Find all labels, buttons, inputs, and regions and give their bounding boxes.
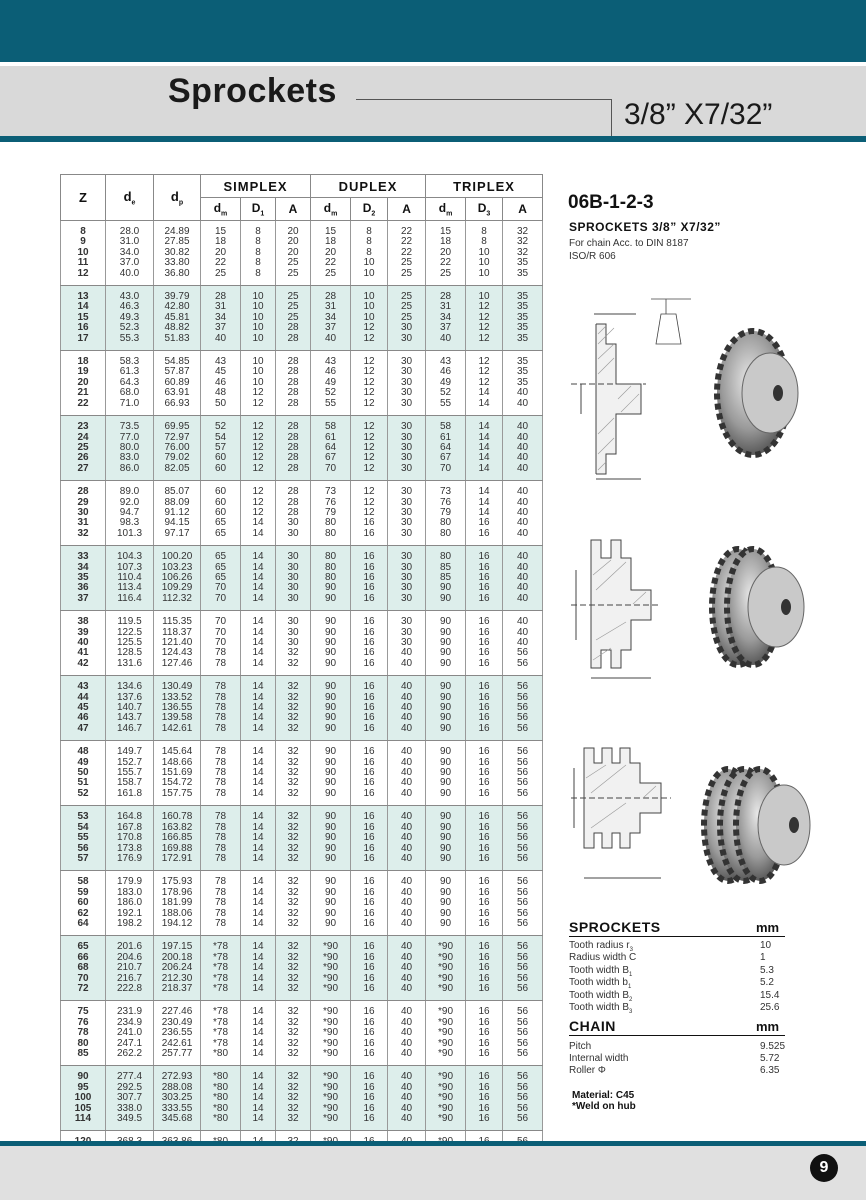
cell-simplex-d1: 14 14 14 14 14 <box>241 806 276 871</box>
cell-triplex-a: 56 56 56 56 56 <box>503 1066 543 1131</box>
cell-duplex-d2: 10 10 10 12 12 <box>351 286 388 351</box>
property-label-sub: 3 <box>629 1009 633 1015</box>
cell-simplex-d1: 14 14 14 14 14 <box>241 871 276 936</box>
cell-duplex-d2: 16 16 16 16 16 <box>351 936 388 1001</box>
chain-section-rule <box>569 1035 785 1036</box>
table-row-group <box>61 221 543 286</box>
property-value: 9.525 <box>760 1041 786 1052</box>
cell-triplex-dm: 90 90 90 90 90 <box>426 611 466 676</box>
cell-de: 104.3 107.3 110.4 113.4 116.4 <box>106 546 154 611</box>
cell-z: 53 54 55 56 57 <box>61 806 106 871</box>
cell-triplex-a: 40 40 40 40 40 <box>503 546 543 611</box>
page-number: 9 <box>810 1154 838 1182</box>
cell-duplex-d2: 16 16 16 16 16 <box>351 1001 388 1066</box>
cell-triplex-dm: 80 85 85 90 90 <box>426 546 466 611</box>
property-value: 5.72 <box>760 1053 780 1064</box>
cell-z: 43 44 45 46 47 <box>61 676 106 741</box>
property-value: 5.2 <box>760 977 774 989</box>
cell-duplex-a: 25 25 25 30 30 <box>388 286 426 351</box>
cell-de: 164.8 167.8 170.8 173.8 176.9 <box>106 806 154 871</box>
cell-simplex-d1: 8 8 8 8 8 <box>241 221 276 286</box>
cell-simplex-d1: 12 12 12 12 12 <box>241 416 276 481</box>
property-label-text: Radius width C <box>569 952 637 964</box>
cell-de: 179.9 183.0 186.0 192.1 198.2 <box>106 871 154 936</box>
footer-band <box>0 1146 866 1200</box>
cell-dp: 39.79 42.80 45.81 48.82 51.83 <box>154 286 201 351</box>
product-code: 06B-1-2-3 <box>568 192 654 213</box>
cell-duplex-dm: *90 *90 *90 *90 *90 <box>311 1066 351 1131</box>
table-row-group <box>61 286 543 351</box>
cell-duplex-a: 40 40 40 40 40 <box>388 936 426 1001</box>
cell-duplex-d2: 16 16 16 16 16 <box>351 546 388 611</box>
cell-duplex-d2: 16 16 16 16 16 <box>351 1066 388 1131</box>
cell-simplex-dm: 28 31 34 37 40 <box>201 286 241 351</box>
table-row-group <box>61 416 543 481</box>
cell-de: 89.0 92.0 94.7 98.3 101.3 <box>106 481 154 546</box>
cell-duplex-a: 40 40 40 40 40 <box>388 871 426 936</box>
cell-duplex-d2: 8 8 8 10 10 <box>351 221 388 286</box>
table-row-group <box>61 936 543 1001</box>
cell-z: 48 49 50 51 52 <box>61 741 106 806</box>
cell-dp: 85.07 88.09 91.12 94.15 97.17 <box>154 481 201 546</box>
weld-note: *Weld on hub <box>572 1101 636 1112</box>
cell-triplex-a: 56 56 56 56 56 <box>503 936 543 1001</box>
property-value: 5.3 <box>760 964 774 976</box>
cell-duplex-dm: *90 *90 *90 *90 *90 <box>311 936 351 1001</box>
cell-simplex-dm: *80 *80 *80 *80 *80 <box>201 1066 241 1131</box>
cell-duplex-a: 22 22 22 25 25 <box>388 221 426 286</box>
cell-triplex-dm: 58 61 64 67 70 <box>426 416 466 481</box>
property-label <box>569 965 632 978</box>
property-label: Roller Φ <box>569 1065 606 1076</box>
cell-triplex-dm: 15 18 20 22 25 <box>426 221 466 286</box>
cell-simplex-a: 28 28 28 28 28 <box>276 351 311 416</box>
simplex-section-drawing <box>566 284 706 484</box>
duplex-d2-header: $D_2$ <box>351 198 388 221</box>
table-row-group <box>61 481 543 546</box>
property-value: 15.4 <box>760 989 780 1001</box>
cell-duplex-d2: 12 12 12 16 16 <box>351 481 388 546</box>
chain-property-row <box>569 1053 785 1065</box>
cell-dp: 24.89 27.85 30.82 33.80 36.80 <box>154 221 201 286</box>
cell-triplex-d3: 16 16 16 16 16 <box>466 936 503 1001</box>
title-rule <box>356 99 611 100</box>
cell-triplex-dm: 90 90 90 90 90 <box>426 806 466 871</box>
cell-simplex-dm: 43 45 46 48 50 <box>201 351 241 416</box>
cell-dp: 145.64 148.66 151.69 154.72 157.75 <box>154 741 201 806</box>
cell-simplex-a: 32 32 32 32 32 <box>276 871 311 936</box>
duplex-section-drawing <box>566 530 706 690</box>
cell-triplex-d3: 16 16 16 16 16 <box>466 1001 503 1066</box>
cell-triplex-a: 56 56 56 56 56 <box>503 741 543 806</box>
cell-duplex-dm: *90 *90 *90 *90 *90 <box>311 1001 351 1066</box>
cell-simplex-dm: 65 65 65 70 70 <box>201 546 241 611</box>
property-label-text: Tooth radius r <box>569 940 630 951</box>
cell-triplex-d3: 10 12 12 12 12 <box>466 286 503 351</box>
standard-note: For chain Acc. to DIN 8187 <box>569 238 689 249</box>
cell-duplex-a: 30 30 30 30 30 <box>388 351 426 416</box>
cell-z: 18 19 20 21 22 <box>61 351 106 416</box>
cell-simplex-a: 28 28 28 30 30 <box>276 481 311 546</box>
col-dp-header: $d_p$ <box>154 175 201 221</box>
cell-simplex-a: 32 32 32 32 32 <box>276 806 311 871</box>
cell-de: 134.6 137.6 140.7 143.7 146.7 <box>106 676 154 741</box>
cell-triplex-d3: 12 12 12 14 14 <box>466 351 503 416</box>
cell-duplex-dm: 73 76 79 80 80 <box>311 481 351 546</box>
cell-simplex-a: 32 32 32 32 32 <box>276 1066 311 1131</box>
page-subtitle: 3/8” X7/32” <box>624 98 773 131</box>
cell-de: 119.5 122.5 125.5 128.5 131.6 <box>106 611 154 676</box>
cell-duplex-a: 30 30 30 30 30 <box>388 481 426 546</box>
cell-duplex-dm: 80 80 80 90 90 <box>311 546 351 611</box>
cell-de: 149.7 152.7 155.7 158.7 161.8 <box>106 741 154 806</box>
triplex-a-header: A <box>503 198 543 221</box>
property-label-sub: 3 <box>629 947 633 953</box>
chain-section-title: CHAIN <box>569 1018 616 1034</box>
cell-triplex-d3: 8 8 10 10 10 <box>466 221 503 286</box>
cell-duplex-dm: 43 46 49 52 55 <box>311 351 351 416</box>
cell-dp: 54.85 57.87 60.89 63.91 66.93 <box>154 351 201 416</box>
cell-simplex-d1: 14 14 14 14 14 <box>241 611 276 676</box>
sprocket-property-row <box>569 965 785 977</box>
cell-dp: 272.93 288.08 303.25 333.55 345.68 <box>154 1066 201 1131</box>
cell-de: 73.5 77.0 80.0 83.0 86.0 <box>106 416 154 481</box>
triplex-header: TRIPLEX <box>426 175 543 198</box>
cell-simplex-d1: 14 14 14 14 14 <box>241 676 276 741</box>
cell-z: 38 39 40 41 42 <box>61 611 106 676</box>
cell-duplex-dm: 90 90 90 90 90 <box>311 676 351 741</box>
property-label <box>569 952 636 965</box>
cell-triplex-d3: 16 16 16 16 16 <box>466 546 503 611</box>
cell-triplex-dm: 90 90 90 90 90 <box>426 871 466 936</box>
property-label-sub: 1 <box>627 984 632 991</box>
cell-duplex-d2: 12 12 12 12 12 <box>351 351 388 416</box>
cell-simplex-dm: 78 78 78 78 78 <box>201 741 241 806</box>
cell-duplex-a: 30 30 30 30 30 <box>388 416 426 481</box>
cell-simplex-d1: 12 12 12 14 14 <box>241 481 276 546</box>
cell-duplex-a: 40 40 40 40 40 <box>388 1001 426 1066</box>
cell-simplex-dm: 70 70 70 78 78 <box>201 611 241 676</box>
cell-triplex-a: 56 56 56 56 56 <box>503 806 543 871</box>
product-subtitle: SPROCKETS 3/8” X7/32” <box>569 220 721 234</box>
cell-triplex-a: 40 40 40 56 56 <box>503 611 543 676</box>
cell-triplex-dm: *90 *90 *90 *90 *90 <box>426 1066 466 1131</box>
cell-simplex-dm: 78 78 78 78 78 <box>201 806 241 871</box>
cell-de: 277.4 292.5 307.7 338.0 349.5 <box>106 1066 154 1131</box>
cell-triplex-dm: 28 31 34 37 40 <box>426 286 466 351</box>
cell-z: 28 29 30 31 32 <box>61 481 106 546</box>
cell-triplex-dm: *90 *90 *90 *90 *90 <box>426 936 466 1001</box>
property-label: Pitch <box>569 1041 592 1052</box>
cell-triplex-a: 40 40 40 40 40 <box>503 416 543 481</box>
cell-simplex-d1: 14 14 14 14 14 <box>241 741 276 806</box>
table-row-group <box>61 1001 543 1066</box>
top-banner <box>0 0 866 62</box>
cell-simplex-d1: 10 10 10 10 10 <box>241 286 276 351</box>
cell-simplex-d1: 14 14 14 14 14 <box>241 546 276 611</box>
table-row-group <box>61 676 543 741</box>
cell-de: 231.9 234.9 241.0 247.1 262.2 <box>106 1001 154 1066</box>
cell-duplex-dm: 28 31 34 37 40 <box>311 286 351 351</box>
property-label-text: Tooth width B <box>569 964 630 976</box>
cell-z: 13 14 15 16 17 <box>61 286 106 351</box>
cell-simplex-a: 25 25 25 28 28 <box>276 286 311 351</box>
cell-simplex-dm: 78 78 78 78 78 <box>201 676 241 741</box>
cell-simplex-d1: 14 14 14 14 14 <box>241 1066 276 1131</box>
property-label-text: Tooth width B <box>569 989 630 1001</box>
cell-duplex-d2: 16 16 16 16 16 <box>351 676 388 741</box>
duplex-a-header: A <box>388 198 426 221</box>
cell-triplex-d3: 16 16 16 16 16 <box>466 741 503 806</box>
property-value: 1 <box>760 952 766 964</box>
property-label <box>569 940 633 953</box>
cell-simplex-dm: 78 78 78 78 78 <box>201 871 241 936</box>
cell-simplex-a: 32 32 32 32 32 <box>276 676 311 741</box>
sprocket-spec-table <box>60 174 543 1165</box>
cell-simplex-dm: 52 54 57 60 60 <box>201 416 241 481</box>
cell-simplex-a: 28 28 28 28 28 <box>276 416 311 481</box>
property-value: 25.6 <box>760 1002 780 1013</box>
table-row-group <box>61 741 543 806</box>
sprocket-property-row <box>569 977 785 989</box>
cell-simplex-dm: *78 *78 *78 *78 *78 <box>201 936 241 1001</box>
table-row-group <box>61 351 543 416</box>
triplex-section-drawing <box>566 738 706 888</box>
duplex-header: DUPLEX <box>311 175 426 198</box>
cell-duplex-d2: 12 12 12 12 12 <box>351 416 388 481</box>
cell-simplex-a: 32 32 32 32 32 <box>276 741 311 806</box>
table-row-group <box>61 871 543 936</box>
cell-z: 65 66 68 70 72 <box>61 936 106 1001</box>
cell-triplex-a: 35 35 35 35 35 <box>503 286 543 351</box>
table-row-group <box>61 806 543 871</box>
simplex-d1-header: $D_1$ <box>241 198 276 221</box>
sprockets-section-rule <box>569 936 785 937</box>
cell-triplex-dm: 90 90 90 90 90 <box>426 741 466 806</box>
cell-triplex-d3: 16 16 16 16 16 <box>466 676 503 741</box>
cell-z: 75 76 78 80 85 <box>61 1001 106 1066</box>
property-label <box>569 1002 632 1015</box>
cell-simplex-d1: 10 10 10 12 12 <box>241 351 276 416</box>
cell-triplex-a: 56 56 56 56 56 <box>503 871 543 936</box>
cell-triplex-d3: 16 16 16 16 16 <box>466 871 503 936</box>
cell-duplex-a: 40 40 40 40 40 <box>388 806 426 871</box>
cell-de: 201.6 204.6 210.7 216.7 222.8 <box>106 936 154 1001</box>
sprocket-property-row <box>569 940 785 952</box>
property-label-text: Tooth width B <box>569 1002 630 1013</box>
duplex-dm-header: $d_m$ <box>311 198 351 221</box>
cell-duplex-a: 30 30 30 30 30 <box>388 546 426 611</box>
property-value: 6.35 <box>760 1065 780 1076</box>
cell-de: 28.0 31.0 34.0 37.0 40.0 <box>106 221 154 286</box>
cell-simplex-dm: *78 *78 *78 *78 *80 <box>201 1001 241 1066</box>
material-note: Material: C45 <box>572 1090 635 1101</box>
property-label <box>569 990 632 1003</box>
cell-dp: 100.20 103.23 106.26 109.29 112.32 <box>154 546 201 611</box>
cell-duplex-d2: 16 16 16 16 16 <box>351 806 388 871</box>
cell-z: 58 59 60 62 64 <box>61 871 106 936</box>
col-z-header: Z <box>61 175 106 221</box>
cell-duplex-dm: 58 61 64 67 70 <box>311 416 351 481</box>
cell-simplex-a: 30 30 30 30 30 <box>276 546 311 611</box>
sprockets-section-unit: mm <box>756 920 780 935</box>
cell-triplex-dm: *90 *90 *90 *90 *90 <box>426 1001 466 1066</box>
cell-triplex-d3: 16 16 16 16 16 <box>466 1066 503 1131</box>
cell-dp: 69.95 72.97 76.00 79.02 82.05 <box>154 416 201 481</box>
cell-dp: 130.49 133.52 136.55 139.58 142.61 <box>154 676 201 741</box>
cell-triplex-a: 56 56 56 56 56 <box>503 676 543 741</box>
property-label <box>569 977 631 990</box>
cell-dp: 115.35 118.37 121.40 124.43 127.46 <box>154 611 201 676</box>
cell-triplex-a: 32 32 32 35 35 <box>503 221 543 286</box>
cell-z: 23 24 25 26 27 <box>61 416 106 481</box>
cell-simplex-a: 32 32 32 32 32 <box>276 1001 311 1066</box>
duplex-sprocket-photo <box>708 542 818 672</box>
iso-note: ISO/R 606 <box>569 251 616 262</box>
cell-triplex-dm: 73 76 79 80 80 <box>426 481 466 546</box>
cell-duplex-a: 40 40 40 40 40 <box>388 1066 426 1131</box>
cell-dp: 227.46 230.49 236.55 242.61 257.77 <box>154 1001 201 1066</box>
cell-simplex-dm: 15 18 20 22 25 <box>201 221 241 286</box>
spec-table-body <box>61 221 543 1165</box>
cell-duplex-dm: 15 18 20 22 25 <box>311 221 351 286</box>
simplex-dm-header: $d_m$ <box>201 198 241 221</box>
sprocket-property-row <box>569 1002 785 1014</box>
cell-duplex-d2: 16 16 16 16 16 <box>351 871 388 936</box>
cell-triplex-a: 35 35 35 40 40 <box>503 351 543 416</box>
cell-simplex-a: 32 32 32 32 32 <box>276 936 311 1001</box>
cell-duplex-dm: 90 90 90 90 90 <box>311 611 351 676</box>
cell-z: 90 95 100 105 114 <box>61 1066 106 1131</box>
property-label-sub: 1 <box>629 971 633 978</box>
col-de-header: $d_e$ <box>106 175 154 221</box>
cell-triplex-d3: 14 14 14 14 14 <box>466 416 503 481</box>
cell-triplex-d3: 16 16 16 16 16 <box>466 611 503 676</box>
cell-simplex-a: 20 20 20 25 25 <box>276 221 311 286</box>
cell-duplex-dm: 90 90 90 90 90 <box>311 741 351 806</box>
triplex-sprocket-photo <box>700 755 820 895</box>
cell-duplex-a: 30 30 30 40 40 <box>388 611 426 676</box>
cell-triplex-dm: 43 46 49 52 55 <box>426 351 466 416</box>
title-vertical-rule <box>611 99 612 136</box>
cell-triplex-a: 40 40 40 40 40 <box>503 481 543 546</box>
chain-property-row <box>569 1065 785 1077</box>
cell-simplex-a: 30 30 30 32 32 <box>276 611 311 676</box>
cell-duplex-d2: 16 16 16 16 16 <box>351 741 388 806</box>
cell-dp: 160.78 163.82 166.85 169.88 172.91 <box>154 806 201 871</box>
triplex-d3-header: $D_3$ <box>466 198 503 221</box>
chain-section-unit: mm <box>756 1019 780 1034</box>
cell-z: 33 34 35 36 37 <box>61 546 106 611</box>
property-label-text: Tooth width b <box>569 977 628 989</box>
cell-triplex-d3: 14 14 14 16 16 <box>466 481 503 546</box>
cell-triplex-dm: 90 90 90 90 90 <box>426 676 466 741</box>
cell-duplex-a: 40 40 40 40 40 <box>388 676 426 741</box>
cell-duplex-a: 40 40 40 40 40 <box>388 741 426 806</box>
cell-triplex-d3: 16 16 16 16 16 <box>466 806 503 871</box>
simplex-header: SIMPLEX <box>201 175 311 198</box>
simplex-a-header: A <box>276 198 311 221</box>
cell-duplex-d2: 16 16 16 16 16 <box>351 611 388 676</box>
sprocket-property-row <box>569 952 785 964</box>
cell-duplex-dm: 90 90 90 90 90 <box>311 871 351 936</box>
table-row-group <box>61 1066 543 1131</box>
cell-simplex-d1: 14 14 14 14 14 <box>241 1001 276 1066</box>
page-title: Sprockets <box>168 72 337 110</box>
cell-z: 8 9 10 11 12 <box>61 221 106 286</box>
title-underline <box>0 136 866 142</box>
table-row-group <box>61 546 543 611</box>
cell-simplex-dm: 60 60 60 65 65 <box>201 481 241 546</box>
property-label-sub: 2 <box>629 996 633 1003</box>
sprocket-property-row <box>569 990 785 1002</box>
cell-duplex-dm: 90 90 90 90 90 <box>311 806 351 871</box>
sprockets-section-title: SPROCKETS <box>569 919 661 935</box>
property-label: Internal width <box>569 1053 629 1064</box>
property-value: 10 <box>760 940 772 951</box>
cell-dp: 175.93 178.96 181.99 188.06 194.12 <box>154 871 201 936</box>
triplex-dm-header: $d_m$ <box>426 198 466 221</box>
cell-de: 43.0 46.3 49.3 52.3 55.3 <box>106 286 154 351</box>
cell-dp: 197.15 200.18 206.24 212.30 218.37 <box>154 936 201 1001</box>
cell-triplex-a: 56 56 56 56 56 <box>503 1001 543 1066</box>
cell-de: 58.3 61.3 64.3 68.0 71.0 <box>106 351 154 416</box>
simplex-sprocket-photo <box>708 318 818 468</box>
chain-property-row <box>569 1041 785 1053</box>
table-row-group <box>61 611 543 676</box>
cell-simplex-d1: 14 14 14 14 14 <box>241 936 276 1001</box>
